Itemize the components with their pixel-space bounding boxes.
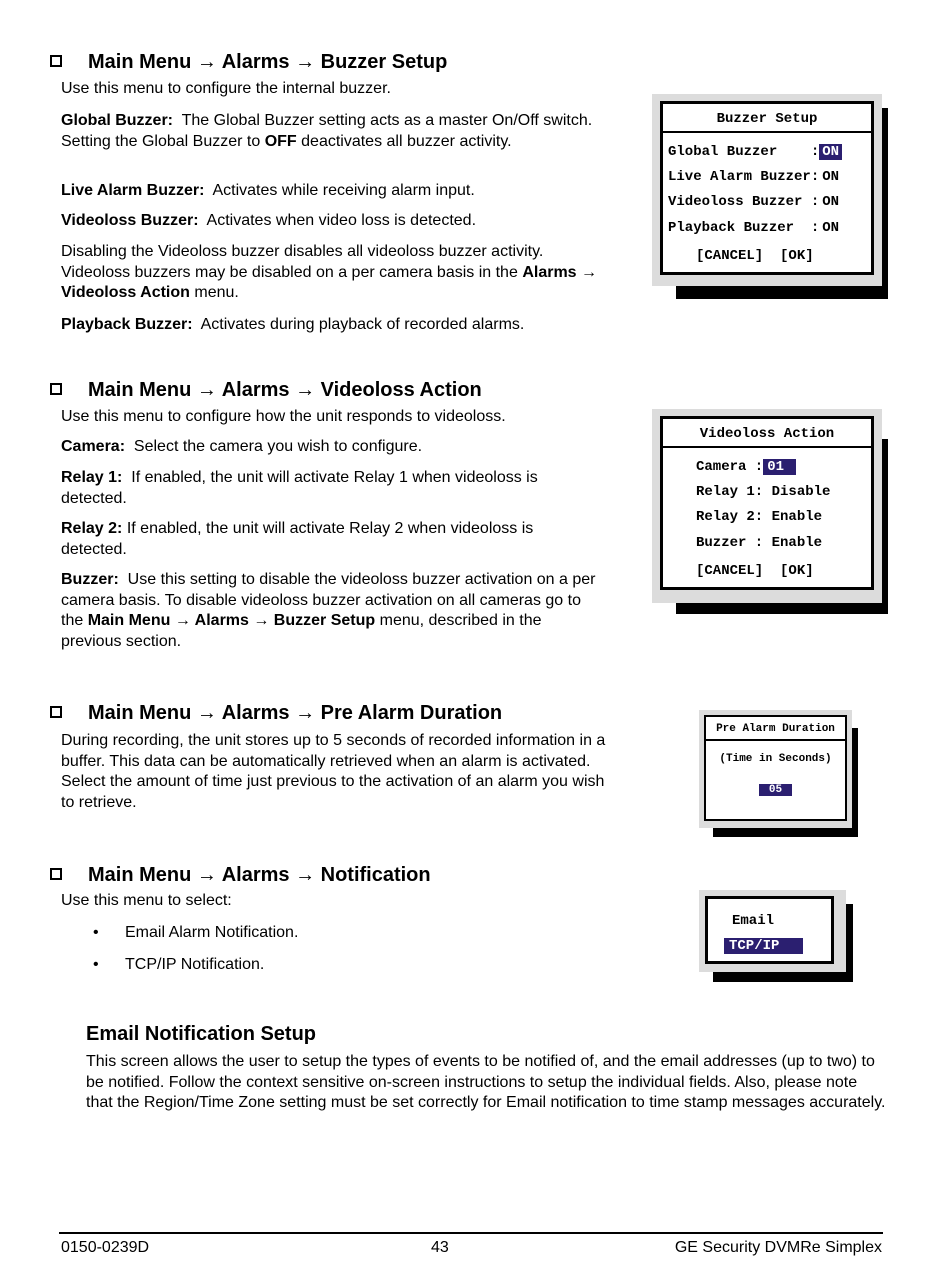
relay2-desc: Relay 2: If enabled, the unit will activate Relay 2 when videoloss is detected. [61,520,534,558]
heading-buzzer-setup: Main Menu → Alarms → Buzzer Setup [50,50,447,74]
option-email[interactable]: Email [732,913,775,929]
videoloss-buzzer-desc: Videoloss Buzzer: Activates when video loss is detected. [61,212,477,229]
pre-alarm-title: Pre Alarm Duration [706,719,845,741]
option-tcpip[interactable]: TCP/IP [724,938,803,954]
heading-notification: Main Menu → Alarms → Notification [50,863,431,887]
disable-videoloss-desc: Disabling the Videoloss buzzer disables all videoloss buzzer activity. Videoloss buzzers may be disabled on a per camera basis in the Alarms → Videoloss Action menu. [61,243,598,301]
camera-value[interactable]: 01 [763,459,796,475]
playback-buzzer-desc: Playback Buzzer: Activates during playback of recorded alarms. [61,316,525,333]
footer-product: GE Security DVMRe Simplex [674,1239,882,1256]
heading-pre-alarm-duration: Main Menu → Alarms → Pre Alarm Duration [50,701,502,725]
bullet-email: • Email Alarm Notification. [93,924,299,941]
notification-intro: Use this menu to select: [61,892,232,909]
live-alarm-buzzer-desc: Live Alarm Buzzer: Activates while receiving alarm input. [61,182,475,199]
buzzer-setup-title: Buzzer Setup [663,107,871,133]
pre-alarm-value[interactable]: 05 [759,784,792,796]
notification-menu [699,890,853,982]
heading-email-notification-setup: Email Notification Setup [86,1023,317,1045]
pre-alarm-value-field[interactable] [706,784,845,796]
checkbox-bullet-icon [50,868,62,880]
global-buzzer-setting[interactable]: Global Buzzer : ON [668,144,842,160]
camera-desc: Camera: Select the camera you wish to configure. [61,438,423,455]
relay2-setting[interactable]: Relay 2: Enable [696,509,823,525]
live-alarm-buzzer-setting[interactable]: Live Alarm Buzzer: ON [668,169,840,185]
pre-alarm-menu [699,710,859,837]
buzzer-desc: Buzzer: Use this setting to disable the videoloss buzzer activation on a per camera basis. To disable videoloss buzzer activation on all cameras go to the Main Menu → Alarms → Buzzer Setup menu, described in the previous section. [61,571,596,650]
videoloss-action-title: Videoloss Action [663,422,871,448]
checkbox-bullet-icon [50,706,62,718]
global-buzzer-value[interactable]: ON [819,144,842,160]
footer-doc-number: 0150-0239D [61,1239,150,1256]
pre-alarm-subtitle: (Time in Seconds) [719,753,832,765]
checkbox-bullet-icon [50,55,62,67]
footer-page-number: 43 [431,1239,449,1256]
bullet-tcpip: • TCP/IP Notification. [93,956,265,973]
global-buzzer-desc: Global Buzzer: The Global Buzzer setting acts as a master On/Off switch. Setting the Global Buzzer to OFF deactivates all buzzer activity. [61,112,593,150]
playback-buzzer-setting[interactable]: Playback Buzzer : ON [668,220,840,236]
buzzer-setup-menu [652,94,888,299]
checkbox-bullet-icon [50,383,62,395]
videoloss-action-buttons[interactable]: [CANCEL] [OK] [696,563,814,579]
buzzer-setup-buttons[interactable]: [CANCEL] [OK] [696,248,814,264]
email-notification-desc: This screen allows the user to setup the types of events to be notified of, and the email addresses (up to two) to be notified. Follow the context sensitive on-screen instructions to setup the individual fields. Also, please note that the Region/Time Zone setting must be set correctly for Email notification to time stamp messages accurately. [86,1053,886,1111]
videoloss-action-menu [652,409,888,614]
videoloss-buzzer-setting[interactable]: Videoloss Buzzer : ON [668,194,840,210]
videoloss-intro: Use this menu to configure how the unit responds to videoloss. [61,408,506,425]
relay1-setting[interactable]: Relay 1: Disable [696,484,831,500]
footer-divider [59,1232,883,1234]
relay1-desc: Relay 1: If enabled, the unit will activate Relay 1 when videoloss is detected. [61,469,538,507]
pre-alarm-desc: During recording, the unit stores up to 5 seconds of recorded information in a buffer. This data can be automatically retrieved when an alarm is activated. Select the amount of time just previous to the activation of an alarm you wish to retrieve. [61,732,606,811]
heading-videoloss-action: Main Menu → Alarms → Videoloss Action [50,378,482,402]
buzzer-intro: Use this menu to configure the internal buzzer. [61,80,391,97]
buzzer-setting[interactable]: Buzzer : Enable [696,535,823,551]
camera-setting[interactable]: Camera : 01 [696,459,796,475]
